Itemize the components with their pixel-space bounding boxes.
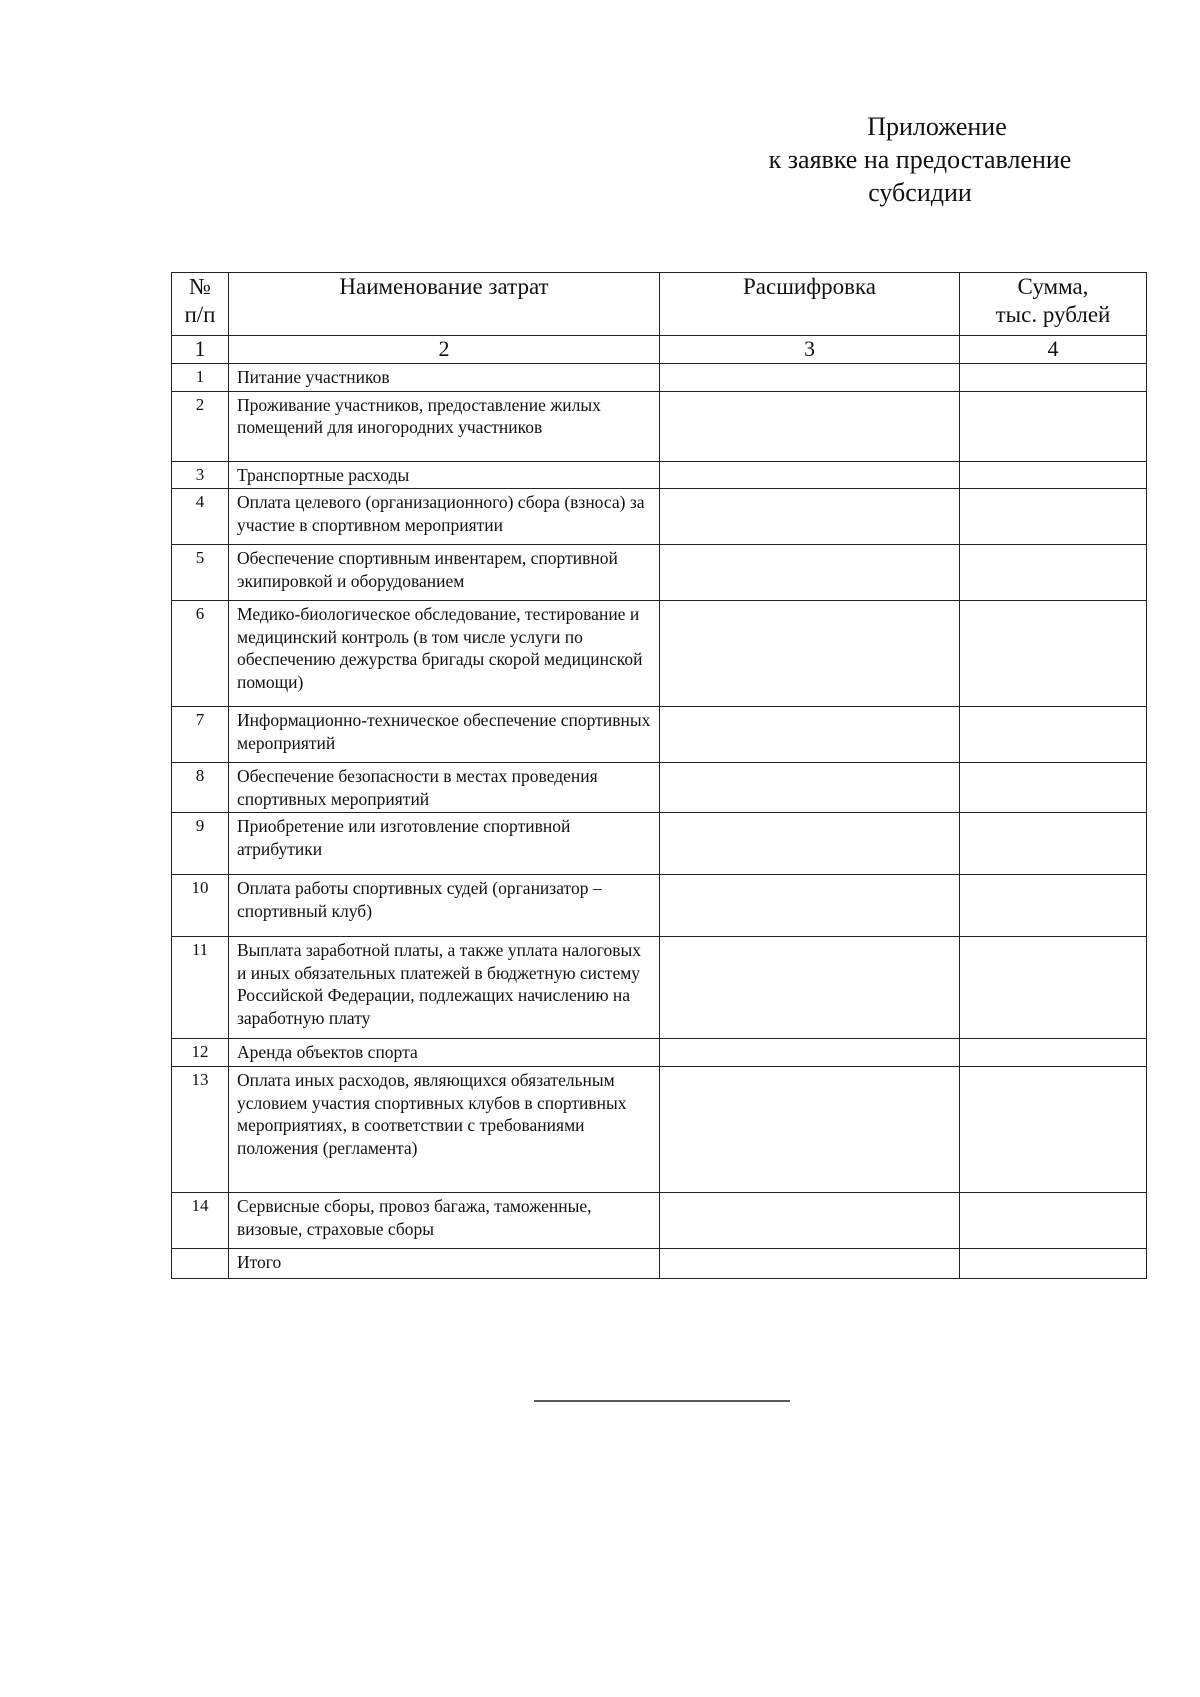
cost-detail-cell <box>660 489 960 545</box>
row-number <box>172 1249 229 1279</box>
row-number: 14 <box>172 1193 229 1249</box>
cost-sum-cell <box>960 601 1147 707</box>
cost-detail-cell <box>660 1249 960 1279</box>
cost-sum-cell <box>960 707 1147 763</box>
appendix-header <box>720 110 1120 209</box>
cost-detail-cell <box>660 875 960 937</box>
cost-name: Питание участников <box>229 364 660 392</box>
cost-detail-cell <box>660 391 960 461</box>
cost-table <box>171 272 1147 1279</box>
cost-name: Выплата заработной платы, а также уплата налоговых и иных обязательных платежей в бюджетную систему Российской Федерации, подлежащих начислению на заработную плату <box>229 937 660 1039</box>
column-number: 1 <box>172 336 229 364</box>
row-number: 13 <box>172 1067 229 1193</box>
cost-detail-cell <box>660 763 960 813</box>
row-number: 11 <box>172 937 229 1039</box>
header-line-1: Приложение <box>867 112 1007 141</box>
column-number-row <box>172 336 1147 364</box>
cost-sum-cell <box>960 545 1147 601</box>
table-header-row <box>172 273 1147 336</box>
cost-sum-cell <box>960 875 1147 937</box>
row-number: 9 <box>172 813 229 875</box>
column-header-number: № п/п <box>172 273 229 336</box>
column-number: 2 <box>229 336 660 364</box>
row-number: 5 <box>172 545 229 601</box>
cost-name: Оплата иных расходов, являющихся обязательным условием участия спортивных клубов в спортивных мероприятиях, в соответствии с требованиями положения (регламента) <box>229 1067 660 1193</box>
cost-detail-cell <box>660 1067 960 1193</box>
cost-sum-cell <box>960 1039 1147 1067</box>
cost-detail-cell <box>660 813 960 875</box>
cost-detail-cell <box>660 1193 960 1249</box>
cost-detail-cell <box>660 1039 960 1067</box>
row-number: 3 <box>172 461 229 489</box>
column-header-detail: Расшифровка <box>660 273 960 336</box>
row-number: 12 <box>172 1039 229 1067</box>
header-line-3: субсидии <box>868 178 972 207</box>
cost-sum-cell <box>960 937 1147 1039</box>
cost-name: Аренда объектов спорта <box>229 1039 660 1067</box>
cost-sum-cell <box>960 1249 1147 1279</box>
table-row <box>172 875 1147 937</box>
cost-name: Транспортные расходы <box>229 461 660 489</box>
cost-sum-cell <box>960 364 1147 392</box>
column-number: 4 <box>960 336 1147 364</box>
cost-name: Приобретение или изготовление спортивной атрибутики <box>229 813 660 875</box>
row-number: 10 <box>172 875 229 937</box>
cost-sum-cell <box>960 489 1147 545</box>
table-row <box>172 763 1147 813</box>
column-header-sum: Сумма, тыс. рублей <box>960 273 1147 336</box>
cost-name: Информационно-техническое обеспечение спортивных мероприятий <box>229 707 660 763</box>
cost-detail-cell <box>660 937 960 1039</box>
cost-sum-cell <box>960 391 1147 461</box>
cost-detail-cell <box>660 364 960 392</box>
column-header-name: Наименование затрат <box>229 273 660 336</box>
cost-name: Проживание участников, предоставление жилых помещений для иногородних участников <box>229 391 660 461</box>
cost-name-total: Итого <box>229 1249 660 1279</box>
header-line-2: к заявке на предоставление <box>768 145 1072 174</box>
table-row <box>172 601 1147 707</box>
cost-sum-cell <box>960 461 1147 489</box>
table-row <box>172 461 1147 489</box>
cost-sum-cell <box>960 763 1147 813</box>
cost-detail-cell <box>660 461 960 489</box>
table-row <box>172 364 1147 392</box>
column-number: 3 <box>660 336 960 364</box>
table-row <box>172 813 1147 875</box>
table-row <box>172 1039 1147 1067</box>
cost-name: Обеспечение безопасности в местах проведения спортивных мероприятий <box>229 763 660 813</box>
cost-name: Оплата работы спортивных судей (организатор – спортивный клуб) <box>229 875 660 937</box>
cost-name: Медико-биологическое обследование, тестирование и медицинский контроль (в том числе услуги по обеспечению дежурства бригады скорой медицинской помощи) <box>229 601 660 707</box>
cost-sum-cell <box>960 1193 1147 1249</box>
table-row <box>172 937 1147 1039</box>
table-row <box>172 707 1147 763</box>
cost-name: Сервисные сборы, провоз багажа, таможенные, визовые, страховые сборы <box>229 1193 660 1249</box>
cost-detail-cell <box>660 707 960 763</box>
row-number: 4 <box>172 489 229 545</box>
row-number: 1 <box>172 364 229 392</box>
row-number: 6 <box>172 601 229 707</box>
cost-sum-cell <box>960 813 1147 875</box>
table-row <box>172 391 1147 461</box>
row-number: 2 <box>172 391 229 461</box>
cost-detail-cell <box>660 545 960 601</box>
table-row <box>172 1193 1147 1249</box>
table-row <box>172 1067 1147 1193</box>
row-number: 8 <box>172 763 229 813</box>
cost-detail-cell <box>660 601 960 707</box>
row-number: 7 <box>172 707 229 763</box>
table-row <box>172 489 1147 545</box>
table-row-total <box>172 1249 1147 1279</box>
cost-sum-cell <box>960 1067 1147 1193</box>
table-row <box>172 545 1147 601</box>
cost-name: Оплата целевого (организационного) сбора (взноса) за участие в спортивном мероприятии <box>229 489 660 545</box>
cost-name: Обеспечение спортивным инвентарем, спортивной экипировкой и оборудованием <box>229 545 660 601</box>
